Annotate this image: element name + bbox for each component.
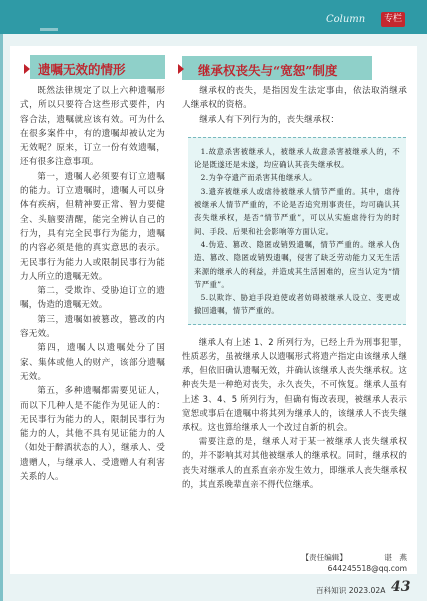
section-title: 遗嘱无效的情形 (38, 62, 126, 77)
section-title: 继承权丧失与“宽恕”制度 (198, 63, 338, 78)
page-number: 43 (391, 579, 411, 595)
callout-item: 4.伪造、篡改、隐匿或销毁遗嘱，情节严重的。继承人伪造、篡改、隐匿或销毁遗嘱，侵害了缺乏劳动能力又无生活来源的继承人的利益，并造成其生活困难的，应当认定为“情节严重”。 (194, 239, 400, 289)
right-body (182, 335, 407, 491)
paragraph: 既然法律规定了以上六种遗嘱形式，所以只要符合这些形式要件，内容合法，遗嘱就应该有效。可为什么在很多案件中，有的遗嘱却被认定为无效呢？原来，订立一份有效遗嘱，还有很多注意事项。 (20, 86, 165, 168)
editor-email: 644245518@qq.com (327, 564, 407, 573)
right-intro (182, 84, 407, 127)
section-heading-loss-of-inheritance (182, 46, 407, 84)
section-heading-invalid-wills (20, 46, 155, 80)
editor-label: 【责任编辑】 (301, 553, 347, 562)
paragraph: 第一，遗嘱人必须要有订立遗嘱的能力。订立遗嘱时，遗嘱人可以身体有疾病，但精神要正常、智力要健全、头脑要清醒，能完全辨认自己的行为，具有完全民事行为能力，遗嘱的内容必须是他的真实意思的表示。无民事行为能力人或限制民事行为能力人所立的遗嘱无效。 (20, 171, 165, 282)
editor-name: 谌 燕 (384, 553, 407, 562)
paragraph: 第二，受欺诈、受胁迫订立的遗嘱，伪造的遗嘱无效。 (20, 286, 165, 311)
article-page (10, 46, 417, 574)
paragraph: 第五，多种遗嘱都需要见证人，而以下几种人是不能作为见证人的：无民事行为能力的人，限制民事行为能力的人，其他不具有见证能力的人（如处于醉酒状态的人），继承人、受遗赠人，与继承人、受遗赠人有利害关系的人。 (20, 386, 165, 483)
callout-item: 2.为争夺遗产而杀害其他继承人。 (200, 173, 317, 183)
magazine-issue: 百科知识 2023.02A (316, 586, 386, 595)
paragraph: 继承权的丧失，是指因发生法定事由，依法取消继承人继承权的资格。 (182, 86, 407, 111)
callout-item: 3.遗弃被继承人或虐待被继承人情节严重的。其中，虐待被继承人情节严重的，不论是否追究刑事责任，均可确认其丧失继承权，是否“情节严重”，可以从实施虐待行为的时间、手段、后果和社会影响等方面认定。 (194, 186, 400, 236)
heading-triangle-icon (24, 64, 30, 74)
legal-grounds-callout (188, 137, 406, 325)
heading-triangle-icon (178, 64, 184, 74)
left-edge-rule (0, 34, 3, 601)
paragraph: 第三，遗嘱如被篡改，篡改的内容无效。 (20, 314, 165, 340)
callout-item: 5.以欺诈、胁迫手段迫使或者妨碍被继承人设立、变更或撤回遗嘱，情节严重的。 (194, 293, 400, 316)
column-tag-badge: 专栏 (381, 12, 405, 27)
right-column (182, 46, 407, 573)
paragraph: 继承人有上述 1、2 所列行为，已经上升为刑事犯罪，性质恶劣，虽被继承人以遗嘱形式将遗产指定由该继承人继承，但依旧确认遗嘱无效，并确认该继承人丧失继承权。这种丧失是一种绝对丧失，永久丧失，不可恢复。继承人虽有上述 3、4、5 所列行为，但确有悔改表现，被继承人表示宽恕或事后在遗嘱中将其列为继承人的，该继承人不丧失继承权。这也算给继承人一个改过自新的机会。 (182, 336, 407, 432)
paragraph: 需要注意的是，继承人对于某一被继承人丧失继承权的，并不影响其对其他被继承人的继承权。同时，继承权的丧失对继承人的直系直亲亦发生效力，即继承人丧失继承权的，其直系晚辈直亲不得代位继承。 (182, 436, 407, 489)
callout-item: 1.故意杀害被继承人，被继承人故意杀害被继承人的，不论是既遂还是未遂，均应确认其丧失继承权。 (194, 146, 400, 170)
left-column (20, 46, 165, 484)
editor-credit (182, 552, 407, 574)
paragraph: 继承人有下列行为的，丧失继承权： (199, 114, 340, 125)
column-label: Column (326, 14, 366, 25)
paragraph: 第四，遗嘱人以遗嘱处分了国家、集体或他人的财产，该部分遗嘱无效。 (20, 343, 165, 382)
header-accent-mark (40, 28, 58, 31)
left-body (20, 84, 165, 484)
